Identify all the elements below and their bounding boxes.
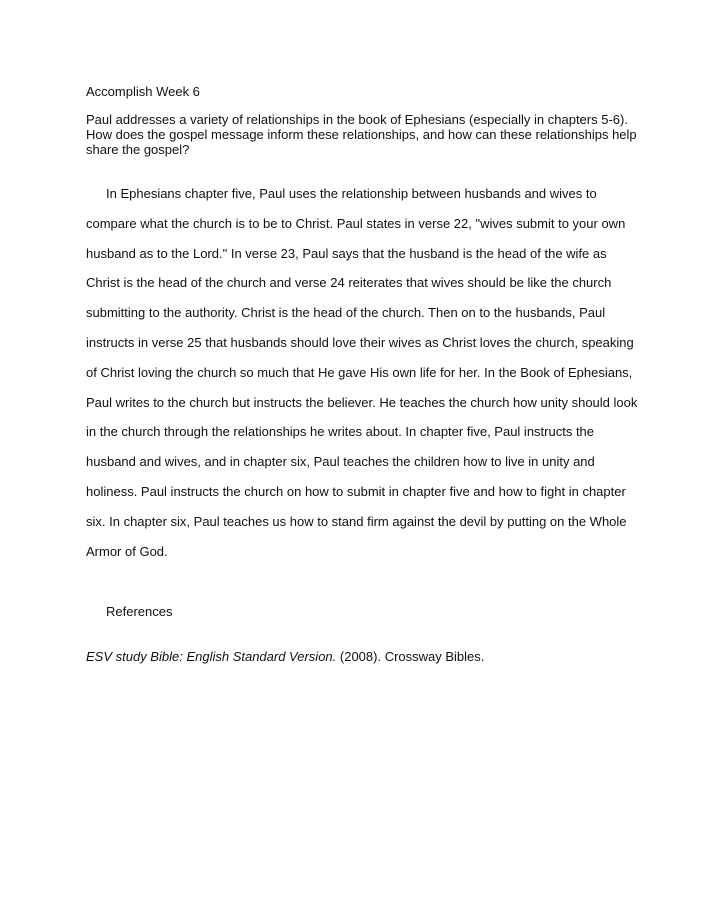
paragraph-line: instructs in verse 25 that husbands should love their wives as Christ loves the church, speaking	[86, 334, 634, 350]
paragraph-line: husband and wives, and in chapter six, Paul teaches the children how to live in unity and	[86, 454, 595, 470]
paragraph-line: Christ is the head of the church and verse 24 reiterates that wives should be like the church	[86, 275, 612, 291]
discussion-prompt	[86, 112, 642, 157]
prompt-line: share the gospel?	[86, 142, 190, 157]
paragraph-line: holiness. Paul instructs the church on how to submit in chapter five and how to fight in chapter	[86, 483, 626, 499]
paragraph-line: compare what the church is to be to Christ. Paul states in verse 22, "wives submit to your own	[86, 215, 626, 231]
paragraph-line: Armor of God.	[86, 543, 168, 559]
paragraph-line: in the church through the relationships he writes about. In chapter five, Paul instructs the	[86, 424, 595, 440]
prompt-line: How does the gospel message inform these relationships, and how can these relationships help	[86, 127, 637, 142]
document-title: Accomplish Week 6	[86, 84, 200, 99]
paragraph-line: In Ephesians chapter five, Paul uses the relationship between husbands and wives to	[106, 186, 597, 201]
reference-entry	[86, 649, 484, 665]
references-heading: References	[106, 604, 173, 619]
reference-details: (2008). Crossway Bibles.	[336, 649, 485, 664]
paragraph-line: submitting to the authority. Christ is the head of the church. Then on to the husbands, Paul	[86, 305, 606, 321]
response-paragraph	[86, 186, 646, 573]
paragraph-line: of Christ loving the church so much that He gave His own life for her. In the Book of Ephesians,	[86, 364, 633, 380]
paragraph-line: husband as to the Lord." In verse 23, Paul says that the husband is the head of the wife as	[86, 245, 607, 261]
paragraph-line: Paul writes to the church but instructs the believer. He teaches the church how unity should look	[86, 394, 638, 410]
reference-title: ESV study Bible: English Standard Version.	[86, 649, 337, 664]
prompt-line: Paul addresses a variety of relationships in the book of Ephesians (especially in chapters 5-6).	[86, 112, 628, 127]
paragraph-line: six. In chapter six, Paul teaches us how to stand firm against the devil by putting on the Whole	[86, 513, 627, 529]
